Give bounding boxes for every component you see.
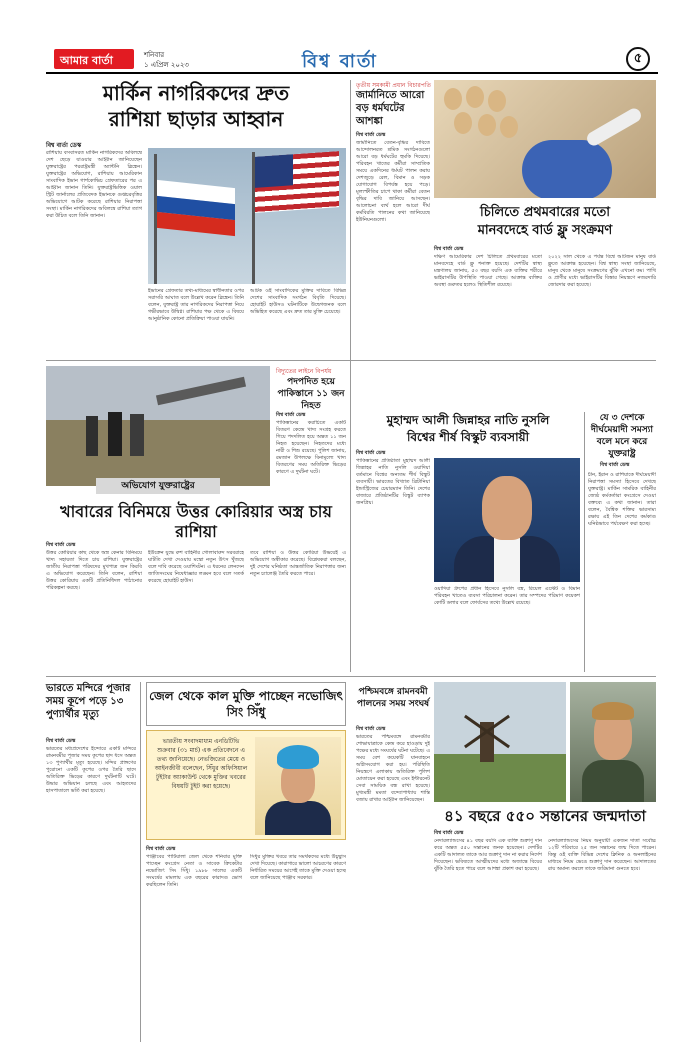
germany-byline: বিশ্ব বার্তা ডেস্ক xyxy=(356,132,386,138)
bird-flu-body-col2: ২০২২ সাল থেকে এ পর্যন্ত বিশ্বে আটজন মানুষ বার্ড ফ্লুতে আক্রান্ত হয়েছেন। বিশ্ব স্বাস্থ্য সংস্থা জানিয়েছে, মানুষ থেকে মানুষে সংক্রমণের ঝুঁকি এখনো কম। পাখি ও প্রাণীর মধ্যে ভাইরাসটির বিস্তার নিয়ন্ত্রণে নজরদারি জোরদার করা হয়েছে। xyxy=(548,254,656,288)
pakistan-kicker: বিদ্যুতের লাইনে বিপর্যয় xyxy=(276,368,332,375)
pakistan-byline: বিশ্ব বার্তা ডেস্ক xyxy=(276,412,306,418)
test-tube xyxy=(585,106,644,148)
india-temple-byline: বিশ্ব বার্তা ডেস্ক xyxy=(46,738,76,744)
russia-exit-body-col2: ইভানের গ্রেফতার তথ্য-মাধ্যমের স্বাধীনতার ওপর সরাসরি আঘাত বলে উল্লেখ করেন ব্লিঙ্কেন। তিনি বলেন, যুক্তরাষ্ট্র তার নাগরিকদের নিরাপত্তা নিয়ে গভীরভাবে উদ্বিগ্ন। রাশিয়ার পক্ষ থেকে এ বিষয়ে আনুষ্ঠানিক কোনো প্রতিক্রিয়া পাওয়া যায়নি। xyxy=(148,288,244,322)
windmill-photo xyxy=(434,682,566,802)
north-korea-headline: খাবারের বিনিময়ে উত্তর কোরিয়ার অস্ত্র চায় রাশিয়া xyxy=(60,502,332,541)
jinnah-body-col1: পাকিস্তানের প্রতিষ্ঠাতা মুহাম্মদ আলী জিন্নাহর নাতি নুসলি ওয়াদিয়া বর্তমানে বিশ্বের অন্যতম শীর্ষ বিস্কুট ব্যবসায়ী। ভারতের বিখ্যাত ব্রিটানিয়া ইন্ডাস্ট্রিজের চেয়ারম্যান তিনি। দেশের বাজারে প্রতিষ্ঠানটির বিস্কুট ব্যাপক জনপ্রিয়। xyxy=(356,458,430,506)
masthead xyxy=(46,44,658,74)
jinnah-headline-line1: মুহাম্মদ আলী জিন্নাহর নাতি নুসলি xyxy=(386,413,550,427)
sidhu-body-col1: পাঞ্জাবের পাটিয়ালা জেল থেকে শনিবার মুক্তি পাচ্ছেন কংগ্রেস নেতা ও সাবেক ক্রিকেটার নভোজিৎ সিং সিঁধু। ১৯৮৮ সালের একটি সংঘর্ষের মামলায় এক বছরের কারাদণ্ড ভোগ করছিলেন তিনি। xyxy=(146,854,242,888)
pakistan-body: পাকিস্তানের করাচিতে একটি বিতরণ কেন্দ্রে খাদ্য সংগ্রহ করতে গিয়ে পদদলিত হয়ে অন্তত ১১ জন নিহত হয়েছেন। নিহতদের মধ্যে নারী ও শিশু রয়েছে। পুলিশ জানায়, রমজান উপলক্ষে বিনামূল্যে খাদ্য বিতরণের সময় অতিরিক্ত ভিড়ের কারণে এ দুর্ঘটনা ঘটে। xyxy=(276,420,346,475)
donor-body-col2: নেদারল্যান্ডসের নিয়ম অনুযায়ী একজন দাতা সর্বোচ্চ ১২টি পরিবারে ২৫ জন সন্তানের জন্ম দিতে পারেন। কিন্তু ওই ব্যক্তি বিভিন্ন দেশের ক্লিনিক ও অনলাইনের মাধ্যমে নিয়ম ভেঙে শুক্রাণু দান করেছেন। আদালতের রায় অমান্য করলে তাকে জরিমানা গুনতে হবে। xyxy=(548,838,656,872)
nusli-wadia-portrait xyxy=(434,458,580,582)
bird-flu-byline: বিশ্ব বার্তা ডেস্ক xyxy=(434,246,464,252)
russia-exit-headline xyxy=(46,80,346,132)
bengal-headline: পশ্চিমবঙ্গে রামনবমী পালনের সময় সংঘর্ষ xyxy=(356,687,430,709)
jinnah-headline xyxy=(356,412,580,446)
north-korea-body-col3: তবে রাশিয়া ও উত্তর কোরিয়া উভয়েই এ অভিযোগ অস্বীকার করেছে। বিশ্লেষকরা বলছেন, দুই দেশের ঘনিষ্ঠতা আন্তর্জাতিক নিরাপত্তার জন্য নতুন চ্যালেঞ্জ তৈরি করতে পারে। xyxy=(250,550,346,577)
column-rule xyxy=(584,412,585,672)
donor-headline: ৪১ বছরে ৫৫০ সন্তানের জন্মদাতা xyxy=(444,807,646,825)
hair xyxy=(592,702,634,720)
north-korea-photo-caption: অভিযোগ যুক্তরাষ্ট্রের xyxy=(96,478,220,494)
russia-exit-body-col1: রাশিয়ায় বসবাসরত মার্কিন নাগরিকদের অবিলম্বে দেশ ছেড়ে যাওয়ার আহ্বান জানিয়েছেন যুক্তরাষ্ট্রের পররাষ্ট্রমন্ত্রী অ্যান্টনি ব্লিঙ্কেন। যুক্তরাষ্ট্রের অভিযোগ, রাশিয়ায় আমেরিকান সাংবাদিক ইভান গার্শকোভিচ গ্রেফতারের পর এ আহ্বান জানান তিনি। যুক্তরাষ্ট্রভিত্তিক ওয়াল স্ট্রিট জার্নালের প্রতিবেদক ইভানকে গুপ্তচরবৃত্তির অভিযোগে আটক করেছে রাশিয়ার নিরাপত্তা সংস্থা। মার্কিন নাগরিকদের অবিলম্বে রাশিয়া ত্যাগ করা উচিত বলে তিনি জানান। xyxy=(46,150,142,219)
russia-exit-headline-line2: রাশিয়া ছাড়ার আহ্বান xyxy=(108,107,284,131)
column-rule xyxy=(140,682,141,1042)
us-threat-headline: যে ৩ দেশকে দীর্ঘমেয়াদী সমস্যা বলে মনে করে যুক্তরাষ্ট্র xyxy=(591,413,653,459)
gloved-hand xyxy=(522,140,612,198)
india-temple-body: ভারতের মধ্যপ্রদেশের ইন্দোরে একটি মন্দিরে রামনবমীর পূজার সময় কূপের ছাদ ধসে অন্তত ১৩ পুণ্যার্থীর মৃত্যু হয়েছে। মন্দির প্রাঙ্গণের পুরোনো একটি কূপের ওপর তৈরি ছাদে অতিরিক্ত ভিড়ের কারণে দুর্ঘটনাটি ঘটে। উদ্ধার অভিযান চলছে এবং আহতদের হাসপাতালে ভর্তি করা হয়েছে। xyxy=(46,746,136,794)
us-threat-byline: বিশ্ব বার্তা ডেস্ক xyxy=(600,462,630,468)
jinnah-byline: বিশ্ব বার্তা ডেস্ক xyxy=(356,450,386,456)
sidhu-body-col2: সিঁধুর মুক্তির খবরে তার সমর্থকদের মধ্যে উচ্ছ্বাস দেখা দিয়েছে। কারাগারে ভালো আচরণের কারণে নির্ধারিত সময়ের আগেই তাকে মুক্তি দেওয়া হচ্ছে বলে জানিয়েছে পাঞ্জাব সরকার। xyxy=(250,854,346,881)
bird-flu-headline-line1: চিলিতে প্রথমবারের মতো xyxy=(479,205,610,220)
issue-day: শনিবার xyxy=(144,51,165,59)
person-figure xyxy=(86,416,98,456)
page-number: ৫ xyxy=(626,47,650,71)
sidhu-byline: বিশ্ব বার্তা ডেস্ক xyxy=(146,846,176,852)
india-temple-headline: ভারতে মন্দিরে পূজার সময় কূপে পড়ে ১৩ পুণ্যার্থীর মৃত্যু xyxy=(46,683,131,720)
sidhu-headline: জেল থেকে কাল মুক্তি পাচ্ছেন নভোজিৎ সিং সিঁধু xyxy=(146,682,346,726)
person-figure xyxy=(108,412,122,456)
jinnah-headline-line2: বিশ্বের শীর্ষ বিস্কুট ব্যবসায়ী xyxy=(406,430,530,444)
person-figure xyxy=(130,414,144,456)
bird-flu-headline-line2: মানবদেহে বার্ড ফ্লু সংক্রমণ xyxy=(477,223,613,238)
bengal-body: ভারতের পশ্চিমবঙ্গে রামনবমীর শোভাযাত্রাকে কেন্দ্র করে হাওড়ায় দুই পক্ষের মধ্যে সংঘর্ষের ঘটনা ঘটেছে। এ সময় বেশ কয়েকটি যানবাহনে অগ্নিসংযোগ করা হয়। পরিস্থিতি নিয়ন্ত্রণে এলাকায় অতিরিক্ত পুলিশ মোতায়েন করা হয়েছে এবং ইন্টারনেট সেবা সাময়িক বন্ধ রাখা হয়েছে। মুখ্যমন্ত্রী মমতা বন্দ্যোপাধ্যায় শান্তি বজায় রাখার আহ্বান জানিয়েছেন। xyxy=(356,734,430,803)
bird-flu-body-col1: দক্ষিণ আমেরিকার দেশ চিলিতে প্রথমবারের মতো মানবদেহে বার্ড ফ্লু শনাক্ত হয়েছে। দেশটির স্বাস্থ্য মন্ত্রণালয় জানায়, ৫৩ বছর বয়সি এক ব্যক্তির শরীরে ভাইরাসটির উপস্থিতি পাওয়া গেছে। আক্রান্ত ব্যক্তির অবস্থা গুরুতর হলেও স্থিতিশীল রয়েছে। xyxy=(434,254,542,288)
section-title: বিশ্ব বার্তা xyxy=(302,51,378,72)
sidhu-quote: ভারতীয় সংবাদমাধ্যম এনডিটিভি শুক্রবার (৩১ মার্চ) এক প্রতিবেদনে এ তথ্য জানিয়েছে। নেভজিতের মেয়ে ও আইনজীবী বলেছেন, সিঁধুর অফিসিয়াল টুইটার অ্যাকাউন্ট থেকে মুক্তির খবরের বিষয়টি টুইট করা হয়েছে। xyxy=(154,738,248,790)
row-rule xyxy=(46,360,656,361)
north-korea-body-col1: উত্তর কোরিয়ার কাছ থেকে অস্ত্র কেনার বিনিময়ে খাদ্য সহায়তা দিতে চায় রাশিয়া। যুক্তরাষ্ট্রের জাতীয় নিরাপত্তা পরিষদের মুখপাত্র জন কিরবি এ অভিযোগ করেছেন। তিনি বলেন, রাশিয়া উত্তর কোরিয়ায় একটি প্রতিনিধিদল পাঠানোর পরিকল্পনা করছে। xyxy=(46,550,142,591)
us-russia-flags-photo xyxy=(148,148,346,284)
germany-kicker: তৃতীয় সমকামী প্রধান বিচারপতি xyxy=(356,82,432,89)
jinnah-body-col2: ওয়াদিয়া গ্রুপের প্রধান হিসেবে নুসলি বস্ত্র, রিয়েল এস্টেট ও বিমান পরিবহন খাতেও ব্যবসা পরিচালনা করেন। তার সম্পদের পরিমাণ কয়েকশ কোটি ডলার বলে ফোর্বসের তথ্যে উল্লেখ রয়েছে। xyxy=(434,586,580,606)
donor-man-photo xyxy=(570,682,656,802)
row-rule xyxy=(46,676,656,677)
column-rule xyxy=(350,80,351,672)
artillery-barrel xyxy=(156,377,246,405)
sidhu-portrait xyxy=(255,737,341,835)
newspaper-logo: আমার বার্তা xyxy=(54,49,134,69)
north-korea-weapons-photo xyxy=(46,366,270,486)
bird-flu-headline xyxy=(434,204,656,240)
bengal-byline: বিশ্ব বার্তা ডেস্ক xyxy=(356,726,386,732)
pakistan-headline: পদপদিত হয়ে পাকিস্তানে ১১ জন নিহত xyxy=(277,377,345,411)
us-flag xyxy=(255,151,339,213)
us-threat-body: চীন, ইরান ও রাশিয়াকে দীর্ঘমেয়াদী নিরাপত্তা সমস্যা হিসেবে দেখছে যুক্তরাষ্ট্র। মার্কিন সামরিক বাহিনীর জ্যেষ্ঠ কর্মকর্তারা কংগ্রেসে দেওয়া বক্তব্যে এ কথা জানান। তারা বলেন, বৈশ্বিক শক্তির ভারসাম্য রক্ষায় এই তিন দেশের কর্মকাণ্ড ঘনিষ্ঠভাবে পর্যবেক্ষণ করা হচ্ছে। xyxy=(588,472,656,527)
germany-headline: জার্মানিতে আরো বড় ধর্মঘটের আশঙ্কা xyxy=(356,90,425,127)
russia-exit-byline: বিশ্ব বার্তা ডেস্ক xyxy=(46,142,82,149)
russia-exit-body-col3: আটক ওই সাংবাদিকের মুক্তির দাবিতে বিভিন্ন দেশের সাংবাদিক সংগঠন বিবৃতি দিয়েছে। হোয়াইট হাউসও ঘটনাটিকে উদ্বেগজনক বলে অভিহিত করেছে এবং দ্রুত তার মুক্তি চেয়েছে। xyxy=(250,288,346,315)
russia-exit-headline-line1: মার্কিন নাগরিকদের দ্রুত xyxy=(102,81,290,105)
north-korea-body-col2: ইউক্রেন যুদ্ধে রুশ বাহিনীর গোলাবারুদ সরবরাহে ঘাটতি দেখা দেওয়ায় মস্কো নতুন উৎস খুঁজছে বলে দাবি করেছে ওয়াশিংটন। এ ধরনের লেনদেন জাতিসংঘের নিষেধাজ্ঞার লঙ্ঘন হবে বলে সতর্ক করেছে হোয়াইট হাউস। xyxy=(148,550,244,584)
eggs-lab-photo xyxy=(434,80,656,198)
sidhu-feature-box xyxy=(146,730,346,840)
donor-body-col1: নেদারল্যান্ডসের ৪১ বছর বয়সি এক ব্যক্তি শুক্রাণু দান করে অন্তত ৫৫০ সন্তানের জনক হয়েছেন। দেশটির একটি আদালত তাকে আর শুক্রাণু দান না করার নির্দেশ দিয়েছেন। ভবিষ্যতে আত্মীয়দের মধ্যে অজান্তে বিয়ের ঝুঁকি তৈরি হতে পারে বলে আশঙ্কা প্রকাশ করা হয়েছে। xyxy=(434,838,542,872)
germany-body: জার্মানিতে বেতন-বৃদ্ধির দাবিতে আন্দোলনরত শ্রমিক সংগঠনগুলো আরো বড় ধর্মঘটের হুমকি দিয়েছে। পরিবহন খাতের কর্মীরা সাম্প্রতিক সময়ে একদিনের ধর্মঘট পালন করায় দেশজুড়ে রেল, বিমান ও সড়ক যোগাযোগ বিপর্যস্ত হয়ে পড়ে। মূল্যস্ফীতির চাপে থাকা কর্মীরা বেতন বৃদ্ধির দাবি জানিয়ে আসছেন। আলোচনা ব্যর্থ হলে আরো দীর্ঘ কর্মবিরতি পালনের কথা জানিয়েছে ইউনিয়নগুলো। xyxy=(356,140,430,223)
donor-byline: বিশ্ব বার্তা ডেস্ক xyxy=(434,830,464,836)
issue-date: ১ এপ্রিল ২০২৩ xyxy=(144,61,189,69)
north-korea-byline: বিশ্ব বার্তা ডেস্ক xyxy=(46,542,76,548)
russian-flag xyxy=(157,180,235,236)
